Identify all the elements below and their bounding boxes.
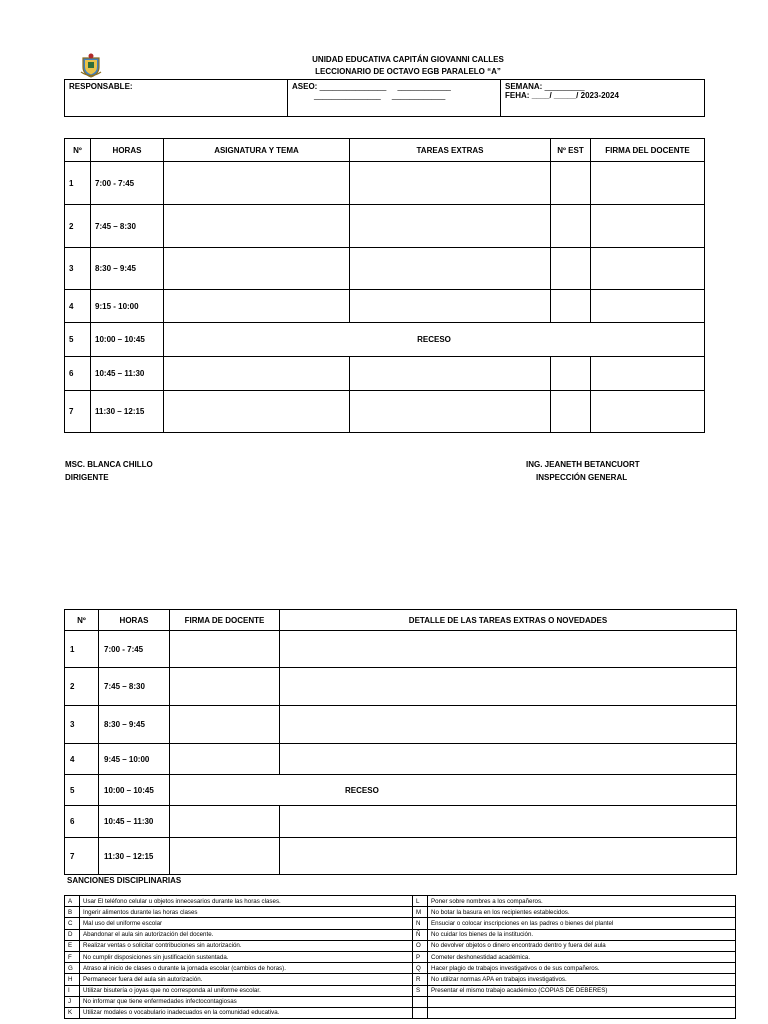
row-hours: 7:00 - 7:45 [91, 162, 164, 205]
header-info-table [64, 79, 705, 117]
row-hours: 7:45 – 8:30 [99, 668, 170, 706]
table-row [65, 205, 705, 248]
table-row [65, 162, 705, 205]
row-number: 2 [65, 205, 91, 248]
code-right: M [413, 907, 428, 918]
signature-cell[interactable] [591, 205, 705, 248]
row-hours: 8:30 – 9:45 [91, 248, 164, 290]
row-number: 1 [65, 631, 99, 668]
rule-left: Atraso al inicio de clases o durante la jornada escolar (cambios de horas). [80, 963, 413, 974]
rule-right: No botar la basura en los recipientes establecidos. [428, 907, 736, 918]
signature-cell[interactable] [591, 290, 705, 323]
extra-tasks-cell[interactable] [350, 248, 551, 290]
col-hours-header: HORAS [99, 610, 170, 631]
row-number: 6 [65, 357, 91, 391]
signature-cell[interactable] [170, 744, 280, 775]
rule-right: No utilizar normas APA en trabajos investigativos. [428, 974, 736, 985]
list-item [65, 940, 736, 951]
subject-cell[interactable] [164, 162, 350, 205]
row-hours: 7:00 - 7:45 [99, 631, 170, 668]
col-subject-header: ASIGNATURA Y TEMA [164, 139, 350, 162]
table-row [65, 631, 737, 668]
row-number: 1 [65, 162, 91, 205]
code-left: F [65, 951, 80, 962]
row-number: 3 [65, 706, 99, 744]
semana-blank[interactable]: _________ [544, 82, 585, 91]
semana-cell [501, 80, 705, 117]
aseo-blank-2[interactable]: ____________ [397, 82, 451, 91]
rule-right [428, 996, 736, 1007]
row-hours: 11:30 – 12:15 [91, 391, 164, 433]
details-cell[interactable] [280, 706, 737, 744]
row-number: 5 [65, 775, 99, 806]
students-cell[interactable] [551, 357, 591, 391]
signature-cell[interactable] [591, 162, 705, 205]
code-right [413, 1007, 428, 1018]
list-item [65, 963, 736, 974]
rule-left: Abandonar el aula sin autorización del docente. [80, 929, 413, 940]
row-number: 4 [65, 744, 99, 775]
row-number: 4 [65, 290, 91, 323]
students-cell[interactable] [551, 391, 591, 433]
code-right: S [413, 985, 428, 996]
col-extra-tasks-header: TAREAS EXTRAS [350, 139, 551, 162]
details-cell[interactable] [280, 838, 737, 875]
col-hours-header: HORAS [91, 139, 164, 162]
aseo-row-2 [292, 91, 496, 100]
aseo-row-1 [292, 82, 496, 91]
details-cell[interactable] [280, 631, 737, 668]
fecha-row [505, 91, 700, 100]
list-item [65, 1007, 736, 1018]
sanctions-title: SANCIONES DISCIPLINARIAS [67, 876, 182, 885]
code-left: D [65, 929, 80, 940]
table-row [65, 391, 705, 433]
table-header-row [65, 610, 737, 631]
table-row [65, 323, 705, 357]
row-number: 7 [65, 391, 91, 433]
code-right: O [413, 940, 428, 951]
list-item [65, 907, 736, 918]
col-number-header: Nº [65, 139, 91, 162]
rule-right: Hacer plagio de trabajos investigativos o de sus compañeros. [428, 963, 736, 974]
subject-cell[interactable] [164, 248, 350, 290]
receso-cell: RECESO [170, 775, 737, 806]
rule-right: Ensuciar o colocar inscripciones en las padres o bienes del plantel [428, 918, 736, 929]
signature-cell[interactable] [170, 706, 280, 744]
responsable-cell [65, 80, 288, 117]
signature-cell[interactable] [170, 668, 280, 706]
rule-left: Ingerir alimentos durante las horas clases [80, 907, 413, 918]
signature-cell[interactable] [170, 838, 280, 875]
signature-cell[interactable] [591, 248, 705, 290]
table-row [65, 290, 705, 323]
code-left: I [65, 985, 80, 996]
row-hours: 10:00 – 10:45 [91, 323, 164, 357]
code-right [413, 996, 428, 1007]
col-signature-header: FIRMA DEL DOCENTE [591, 139, 705, 162]
rule-left: No informar que tiene enfermedades infectocontagiosas [80, 996, 413, 1007]
code-left: B [65, 907, 80, 918]
rule-left: No cumplir disposiciones sin justificación sustentada. [80, 951, 413, 962]
row-hours: 9:15 - 10:00 [91, 290, 164, 323]
rule-right [428, 1007, 736, 1018]
rule-left: Utilizar modales o vocabulario inadecuados en la comunidad educativa. [80, 1007, 413, 1018]
code-left: A [65, 896, 80, 907]
subject-cell[interactable] [164, 205, 350, 248]
signature-cell[interactable] [591, 357, 705, 391]
fecha-blank[interactable]: ____/ _____/ [531, 91, 579, 100]
table-row [65, 838, 737, 875]
responsable-label: RESPONSABLE: [69, 82, 133, 91]
inspector-role: INSPECCIÓN GENERAL [536, 473, 628, 482]
rule-left: Realizar ventas o solicitar contribuciones sin autorización. [80, 940, 413, 951]
table-row [65, 706, 737, 744]
students-cell[interactable] [551, 248, 591, 290]
details-cell[interactable] [280, 806, 737, 838]
students-cell[interactable] [551, 205, 591, 248]
extra-tasks-cell[interactable] [350, 290, 551, 323]
table-row [65, 668, 737, 706]
extra-tasks-cell[interactable] [350, 205, 551, 248]
aseo-blank-1[interactable]: _______________ [319, 82, 387, 91]
list-item [65, 951, 736, 962]
fecha-label: FEHA: [505, 91, 530, 100]
rule-left: Usar El teléfono celular u objetos innecesarios durante las horas clases. [80, 896, 413, 907]
aseo-label: ASEO: [292, 82, 318, 91]
aseo-blank-3[interactable]: _______________ [314, 91, 381, 100]
rule-right: Poner sobre nombres a los compañeros. [428, 896, 736, 907]
col-details-header: DETALLE DE LAS TAREAS EXTRAS O NOVEDADES [280, 610, 737, 631]
row-number: 7 [65, 838, 99, 875]
code-left: J [65, 996, 80, 1007]
row-hours: 9:45 – 10:00 [99, 744, 170, 775]
table-row [65, 775, 737, 806]
semana-row [505, 82, 700, 91]
table-header-row [65, 139, 705, 162]
lesson-schedule-table [64, 138, 705, 433]
code-left: C [65, 918, 80, 929]
row-number: 5 [65, 323, 91, 357]
signature-cell[interactable] [170, 806, 280, 838]
rule-right: No devolver objetos o dinero encontrado dentro y fuera del aula [428, 940, 736, 951]
document-subtitle: LECCIONARIO DE OCTAVO EGB PARALELO “A” [315, 67, 501, 76]
code-right: R [413, 974, 428, 985]
signature-cell[interactable] [170, 631, 280, 668]
code-left: G [65, 963, 80, 974]
subject-cell[interactable] [164, 391, 350, 433]
extra-tasks-cell[interactable] [350, 391, 551, 433]
rule-left: Mal uso del uniforme escolar [80, 918, 413, 929]
table-row [65, 248, 705, 290]
details-cell[interactable] [280, 668, 737, 706]
rule-left: Utilizar bisutería o joyas que no corresponda al uniforme escolar. [80, 985, 413, 996]
col-students-header: Nº EST [551, 139, 591, 162]
code-right: P [413, 951, 428, 962]
aseo-blank-4[interactable]: ____________ [391, 91, 446, 100]
extra-tasks-cell[interactable] [350, 162, 551, 205]
row-hours: 8:30 – 9:45 [99, 706, 170, 744]
code-right: Q [413, 963, 428, 974]
dirigente-name: MSC. BLANCA CHILLO [65, 460, 153, 469]
semana-label: SEMANA: [505, 82, 543, 91]
table-row [65, 806, 737, 838]
row-number: 2 [65, 668, 99, 706]
row-hours: 10:45 – 11:30 [91, 357, 164, 391]
col-signature-header: FIRMA DE DOCENTE [170, 610, 280, 631]
school-name: UNIDAD EDUCATIVA CAPITÁN GIOVANNI CALLES [312, 55, 504, 64]
students-cell[interactable] [551, 290, 591, 323]
signature-cell[interactable] [591, 391, 705, 433]
dirigente-role: DIRIGENTE [65, 473, 109, 482]
extra-tasks-table [64, 609, 737, 875]
row-number: 3 [65, 248, 91, 290]
col-number-header: Nº [65, 610, 99, 631]
list-item [65, 918, 736, 929]
row-hours: 11:30 – 12:15 [99, 838, 170, 875]
inspector-name: ING. JEANETH BETANCUORT [526, 460, 640, 469]
code-right: L [413, 896, 428, 907]
subject-cell[interactable] [164, 290, 350, 323]
list-item [65, 896, 736, 907]
code-left: K [65, 1007, 80, 1018]
list-item [65, 974, 736, 985]
sanctions-table [64, 895, 736, 1019]
row-number: 6 [65, 806, 99, 838]
code-right: N [413, 918, 428, 929]
row-hours: 7:45 – 8:30 [91, 205, 164, 248]
rule-left: Permanecer fuera del aula sin autorización. [80, 974, 413, 985]
rule-right: Cometer deshonestidad académica. [428, 951, 736, 962]
code-left: E [65, 940, 80, 951]
rule-right: Presentar el mismo trabajo académico (COPIAS DE DEBERES) [428, 985, 736, 996]
code-left: H [65, 974, 80, 985]
subject-cell[interactable] [164, 357, 350, 391]
receso-cell: RECESO [164, 323, 705, 357]
row-hours: 10:45 – 11:30 [99, 806, 170, 838]
aseo-cell [288, 80, 501, 117]
list-item [65, 996, 736, 1007]
list-item [65, 985, 736, 996]
row-hours: 10:00 – 10:45 [99, 775, 170, 806]
code-right: Ñ [413, 929, 428, 940]
list-item [65, 929, 736, 940]
rule-right: No cuidar los bienes de la institución. [428, 929, 736, 940]
details-cell[interactable] [280, 744, 737, 775]
table-row [65, 744, 737, 775]
table-row [65, 357, 705, 391]
extra-tasks-cell[interactable] [350, 357, 551, 391]
students-cell[interactable] [551, 162, 591, 205]
school-year: 2023-2024 [580, 91, 619, 100]
